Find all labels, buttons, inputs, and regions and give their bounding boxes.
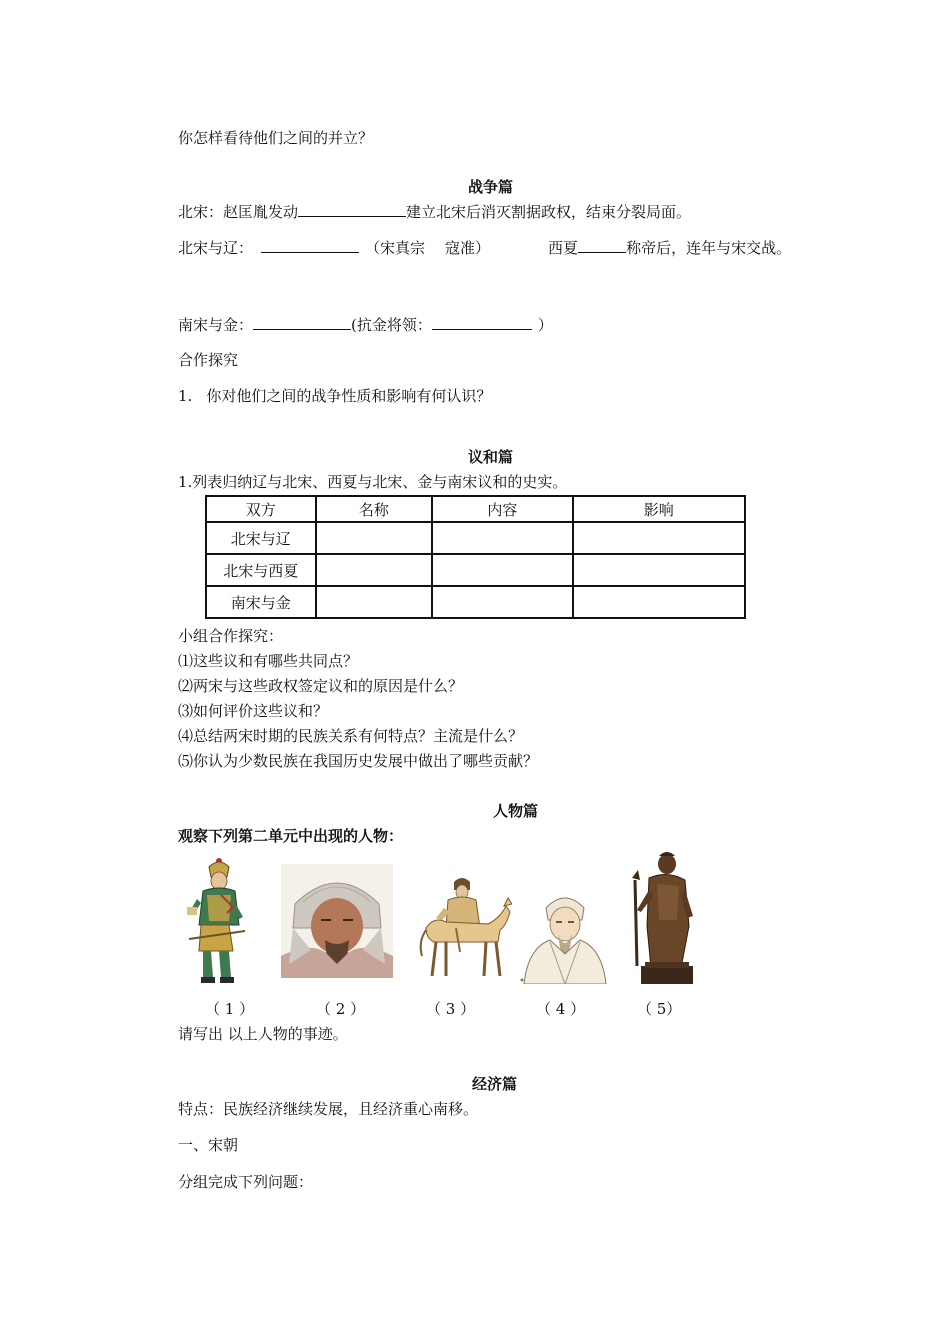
people-instruction: 请写出 以上人物的事迹。 bbox=[178, 1025, 348, 1043]
blank-field[interactable] bbox=[578, 238, 626, 253]
peace-intro: 1.列表归纳辽与北宋、西夏与北宋、金与南宋议和的史实。 bbox=[178, 473, 568, 491]
peace-question-3: ⑶如何评价这些议和？ bbox=[178, 702, 329, 720]
war-line2-text-c: 寇准） bbox=[445, 239, 491, 257]
figure-caption-2: （ 2 ） bbox=[316, 1000, 366, 1018]
peace-group-heading: 小组合作探究： bbox=[178, 627, 284, 645]
war-line2-text-e: 称帝后，连年与宋交战。 bbox=[626, 239, 792, 257]
table-row bbox=[206, 554, 745, 586]
war-section-title: 战争篇 bbox=[468, 178, 514, 196]
table-cell-input[interactable] bbox=[316, 554, 433, 586]
intro-question: 你怎样看待他们之间的并立？ bbox=[178, 129, 374, 147]
war-line2-text-a: 北宋与辽： bbox=[178, 239, 254, 257]
peace-question-1: ⑴这些议和有哪些共同点？ bbox=[178, 652, 359, 670]
table-cell-input[interactable] bbox=[573, 586, 745, 618]
war-question-text: 你对他们之间的战争性质和影响有何认识？ bbox=[206, 387, 492, 405]
war-question-number: 1. bbox=[178, 387, 193, 405]
war-line2-text-d: 西夏 bbox=[548, 239, 579, 257]
table-cell-parties: 北宋与辽 bbox=[206, 522, 316, 554]
figure-armored-general bbox=[183, 855, 247, 987]
war-line-song-liao bbox=[178, 238, 791, 258]
blank-field[interactable] bbox=[298, 202, 406, 217]
peace-question-5: ⑸你认为少数民族在我国历史发展中做出了哪些贡献？ bbox=[178, 752, 539, 770]
table-cell-input[interactable] bbox=[432, 586, 572, 618]
peace-treaty-table bbox=[205, 495, 746, 619]
war-line-northern-song bbox=[178, 202, 691, 222]
war-line3-text-a: 南宋与金： bbox=[178, 316, 254, 334]
table-cell-input[interactable] bbox=[573, 554, 745, 586]
table-header-name: 名称 bbox=[316, 496, 433, 522]
figure-caption-5: （ 5） bbox=[637, 1000, 682, 1018]
war-line3-text-c: ） bbox=[537, 316, 553, 334]
blank-field[interactable] bbox=[261, 238, 359, 253]
table-header-impact: 影响 bbox=[573, 496, 745, 522]
figure-caption-3: （ 3 ） bbox=[426, 1000, 476, 1018]
war-line-southern-song-jin bbox=[178, 315, 553, 335]
figure-bronze-statue bbox=[627, 850, 695, 984]
table-cell-parties: 南宋与金 bbox=[206, 586, 316, 618]
figure-caption-1: （ 1 ） bbox=[205, 1000, 255, 1018]
table-cell-input[interactable] bbox=[316, 522, 433, 554]
blank-field[interactable] bbox=[432, 315, 532, 330]
table-header-parties: 双方 bbox=[206, 496, 316, 522]
economy-section-song: 一、宋朝 bbox=[178, 1136, 239, 1154]
figure-caption-4: （ 4 ） bbox=[536, 1000, 586, 1018]
figure-rider-on-horse bbox=[416, 872, 512, 984]
war-coop-heading: 合作探究 bbox=[178, 351, 239, 369]
economy-feature: 特点：民族经济继续发展，且经济重心南移。 bbox=[178, 1100, 479, 1118]
economy-task: 分组完成下列问题： bbox=[178, 1173, 314, 1191]
people-section-title: 人物篇 bbox=[493, 802, 539, 820]
table-header-row bbox=[206, 496, 745, 522]
peace-section-title: 议和篇 bbox=[468, 448, 514, 466]
table-cell-input[interactable] bbox=[316, 586, 433, 618]
table-cell-input[interactable] bbox=[432, 522, 572, 554]
table-cell-parties: 北宋与西夏 bbox=[206, 554, 316, 586]
war-line1-text-a: 北宋：赵匡胤发动 bbox=[178, 203, 299, 221]
war-line1-text-b: 建立北宋后消灭割据政权，结束分裂局面。 bbox=[406, 203, 692, 221]
economy-section-title: 经济篇 bbox=[472, 1075, 518, 1093]
war-line2-text-b: （宋真宗 bbox=[365, 239, 426, 257]
table-header-content: 内容 bbox=[432, 496, 572, 522]
table-cell-input[interactable] bbox=[573, 522, 745, 554]
people-observe-heading: 观察下列第二单元中出现的人物： bbox=[178, 827, 404, 845]
figure-scholar-portrait bbox=[520, 890, 610, 984]
figure-khan-portrait bbox=[281, 864, 393, 978]
war-question-1 bbox=[178, 386, 491, 406]
table-cell-input[interactable] bbox=[432, 554, 572, 586]
blank-field[interactable] bbox=[253, 315, 351, 330]
war-line3-text-b: (抗金将领： bbox=[351, 316, 432, 334]
table-row bbox=[206, 586, 745, 618]
table-row bbox=[206, 522, 745, 554]
peace-question-4: ⑷总结两宋时期的民族关系有何特点？主流是什么？ bbox=[178, 727, 524, 745]
peace-question-2: ⑵两宋与这些政权签定议和的原因是什么？ bbox=[178, 677, 464, 695]
